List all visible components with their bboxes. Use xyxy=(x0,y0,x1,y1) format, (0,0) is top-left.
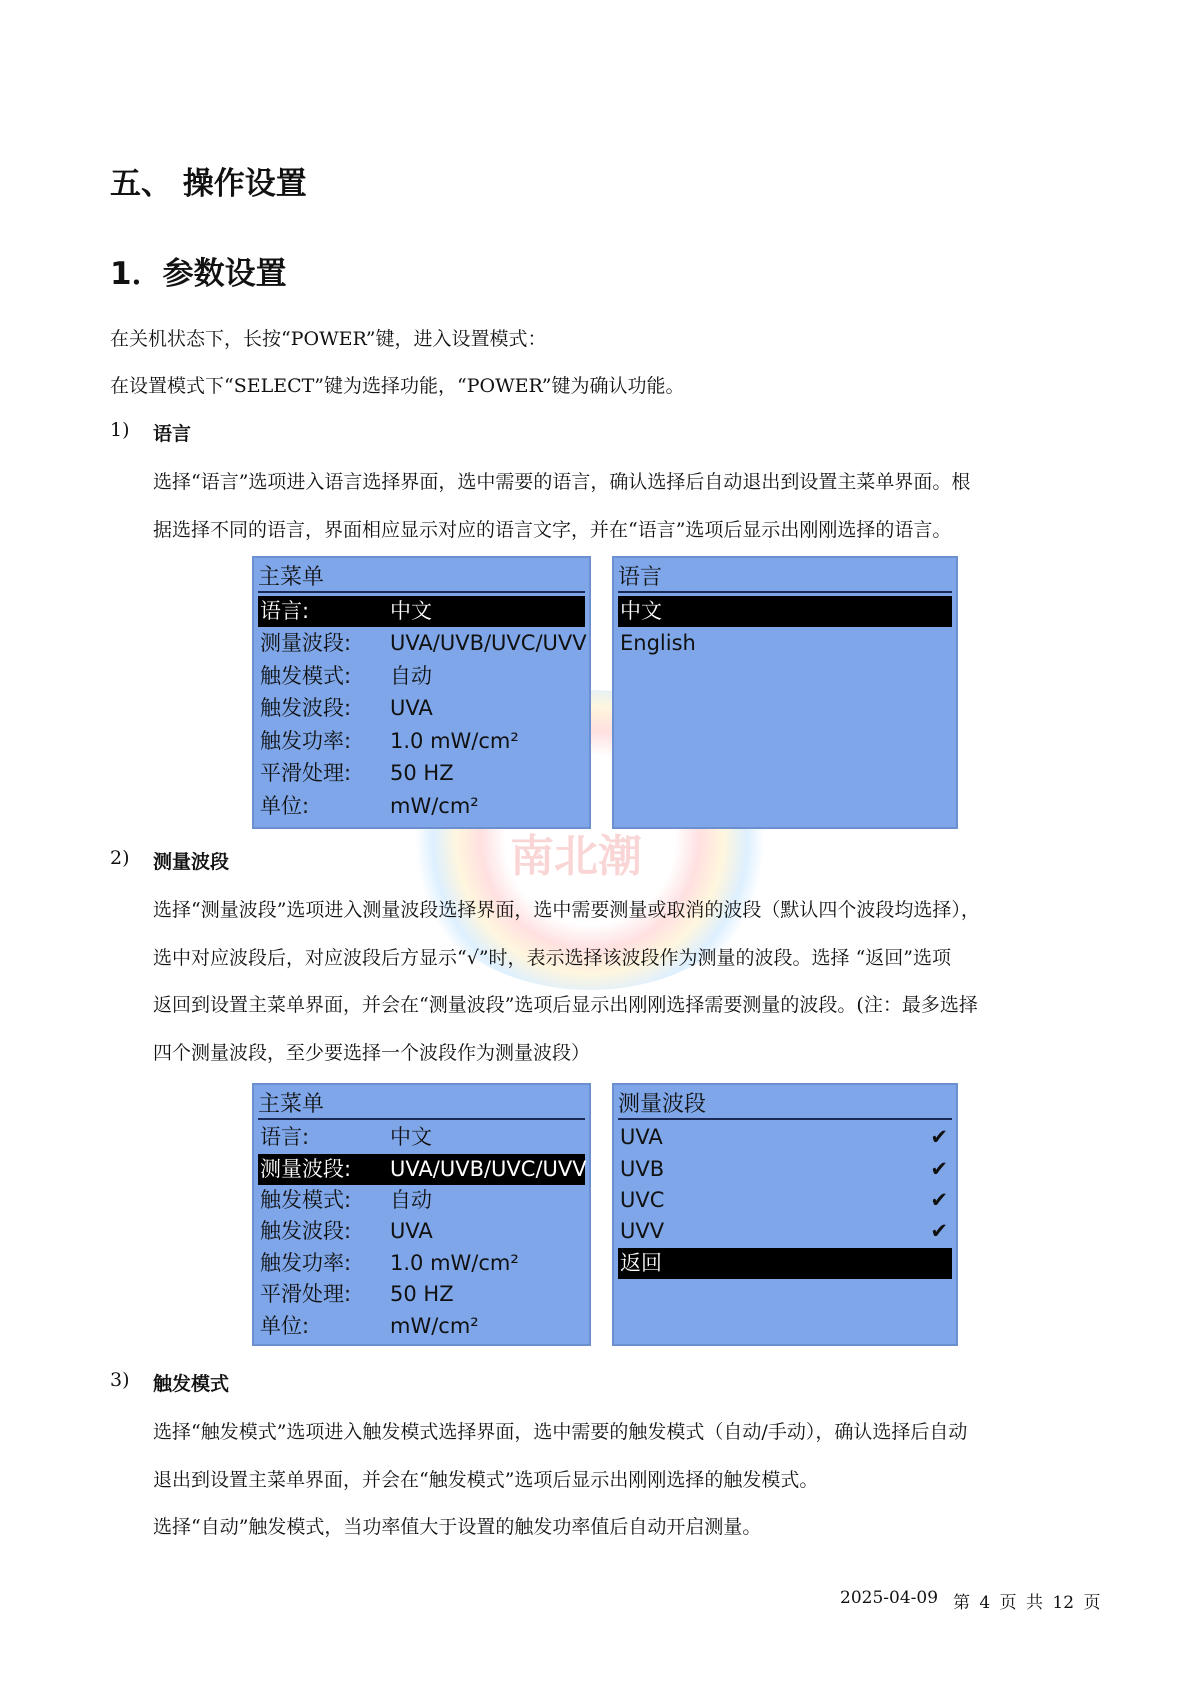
footer-page-number: 第 4 页 共 12 页 xyxy=(953,1593,1101,1613)
check-icon: ✔ xyxy=(930,1188,948,1212)
item-title: 触发模式 xyxy=(153,1373,230,1395)
screen-title: 主菜单 xyxy=(258,565,325,590)
menu-row-smoothing[interactable]: 平滑处理: 50 HZ xyxy=(260,761,454,785)
language-option[interactable]: English xyxy=(620,631,696,655)
item-title: 测量波段 xyxy=(153,851,230,873)
paragraph-line: 返回到设置主菜单界面，并会在“测量波段”选项后显示出刚刚选择需要测量的波段。(注：最多选择 xyxy=(153,994,978,1016)
check-icon: ✔ xyxy=(930,1219,948,1243)
watermark-text: 南北潮 xyxy=(510,831,642,882)
band-option-uva[interactable]: UVA ✔ xyxy=(618,1122,952,1153)
screen-title: 语言 xyxy=(618,565,663,590)
check-icon: ✔ xyxy=(930,1157,948,1181)
paragraph-line: 选择“触发模式”选项进入触发模式选择界面，选中需要的触发模式（自动/手动），确认选择后自动 xyxy=(153,1421,968,1443)
subsection-title: 1．参数设置 xyxy=(110,256,287,292)
paragraph-line: 据选择不同的语言，界面相应显示对应的语言文字，并在“语言”选项后显示出刚刚选择的语言。 xyxy=(153,519,952,541)
menu-row-band[interactable]: 测量波段: UVA/UVB/UVC/UVV xyxy=(258,1154,585,1185)
menu-row-unit[interactable]: 单位: mW/cm² xyxy=(260,1314,479,1338)
main-menu-screen xyxy=(252,556,591,829)
item-number: 2) xyxy=(110,847,130,869)
item-number: 1) xyxy=(110,419,130,441)
intro-line: 在设置模式下“SELECT”键为选择功能，“POWER”键为确认功能。 xyxy=(110,375,685,397)
screen-title: 主菜单 xyxy=(258,1092,325,1117)
paragraph-line: 选择“自动”触发模式，当功率值大于设置的触发功率值后自动开启测量。 xyxy=(153,1516,762,1538)
paragraph-line: 选择“测量波段”选项进入测量波段选择界面，选中需要测量或取消的波段（默认四个波段均选择）， xyxy=(153,899,980,921)
band-option-uvv[interactable]: UVV ✔ xyxy=(618,1216,952,1247)
menu-row-trigger-band[interactable]: 触发波段: UVA xyxy=(260,1219,433,1243)
paragraph-line: 四个测量波段，至少要选择一个波段作为测量波段） xyxy=(153,1042,591,1064)
paragraph-line: 选择“语言”选项进入语言选择界面，选中需要的语言，确认选择后自动退出到设置主菜单界面。根 xyxy=(153,471,971,493)
menu-row-trigger-band[interactable]: 触发波段: UVA xyxy=(260,696,433,720)
section-title: 五、 操作设置 xyxy=(110,166,307,202)
band-option-uvb[interactable]: UVB ✔ xyxy=(618,1154,952,1185)
footer-date: 2025-04-09 xyxy=(840,1588,939,1608)
main-menu-screen xyxy=(252,1083,591,1346)
back-option[interactable]: 返回 xyxy=(618,1248,952,1279)
check-icon: ✔ xyxy=(930,1125,948,1149)
language-option[interactable]: 中文 xyxy=(618,596,952,627)
menu-row-trigger-mode[interactable]: 触发模式: 自动 xyxy=(260,664,432,688)
item-title: 语言 xyxy=(153,423,192,445)
menu-row-trigger-power[interactable]: 触发功率: 1.0 mW/cm² xyxy=(260,729,519,753)
menu-row-language[interactable]: 语言: 中文 xyxy=(258,596,585,627)
paragraph-line: 退出到设置主菜单界面，并会在“触发模式”选项后显示出刚刚选择的触发模式。 xyxy=(153,1469,819,1491)
band-screen xyxy=(612,1083,958,1346)
item-number: 3) xyxy=(110,1369,130,1391)
menu-row-trigger-power[interactable]: 触发功率: 1.0 mW/cm² xyxy=(260,1251,519,1275)
menu-row-unit[interactable]: 单位: mW/cm² xyxy=(260,794,479,818)
paragraph-line: 选中对应波段后，对应波段后方显示“√”时，表示选择该波段作为测量的波段。选择 “返回”选项 xyxy=(153,947,952,969)
menu-row-trigger-mode[interactable]: 触发模式: 自动 xyxy=(260,1188,432,1212)
language-screen xyxy=(612,556,958,829)
menu-row-language[interactable]: 语言: 中文 xyxy=(260,1125,432,1149)
menu-row-band[interactable]: 测量波段: UVA/UVB/UVC/UVV xyxy=(260,631,587,655)
intro-line: 在关机状态下，长按“POWER”键，进入设置模式： xyxy=(110,328,547,350)
screen-title: 测量波段 xyxy=(618,1092,707,1117)
band-option-uvc[interactable]: UVC ✔ xyxy=(618,1185,952,1216)
menu-row-smoothing[interactable]: 平滑处理: 50 HZ xyxy=(260,1282,454,1306)
